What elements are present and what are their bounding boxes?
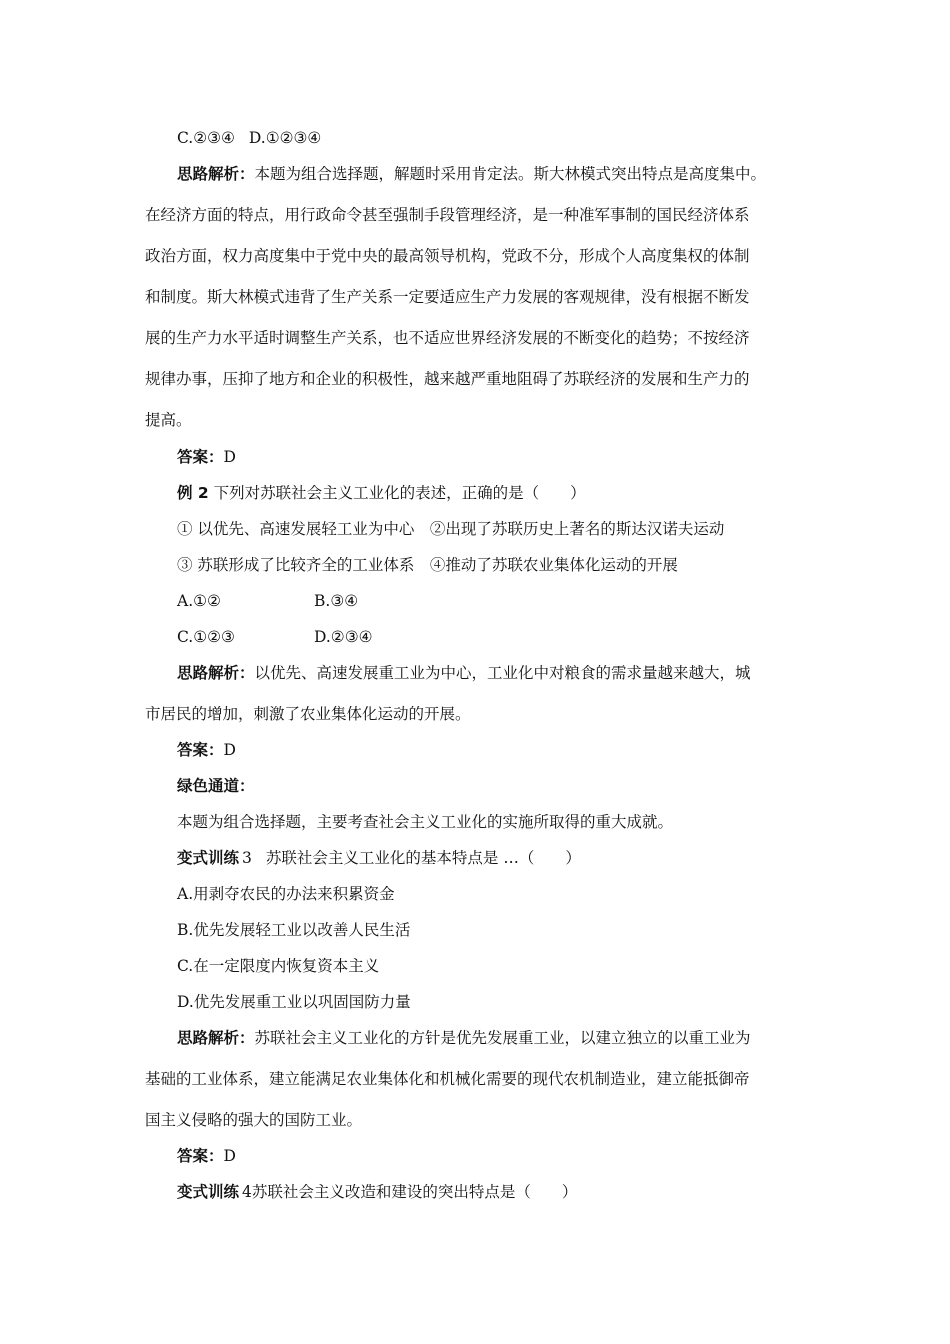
answer-label: 答案： <box>177 448 224 466</box>
green-channel-label: 绿色通道： <box>177 777 255 795</box>
example2-answer <box>177 740 236 760</box>
analysis-label: 思路解析： <box>177 1029 255 1047</box>
example1-answer <box>177 447 236 467</box>
variant-label: 变式训练 <box>177 849 240 867</box>
question-text: 下列对苏联社会主义工业化的表述，正确的是（ ） <box>208 484 586 502</box>
answer-label: 答案： <box>177 741 224 759</box>
variant3-answer <box>177 1146 236 1166</box>
analysis-text: 展的生产力水平适时调整生产关系，也不适应世界经济发展的不断变化的趋势；不按经济 <box>145 329 750 347</box>
option-a: A.①② <box>177 592 221 610</box>
analysis-text: 基础的工业体系，建立能满足农业集体化和机械化需要的现代农机制造业，建立能抵御帝 <box>145 1070 750 1088</box>
variant3-option-c: C.在一定限度内恢复资本主义 <box>177 957 380 975</box>
analysis-text: 在经济方面的特点，用行政命令甚至强制手段管理经济，是一种准军事制的国民经济体系 <box>145 206 750 224</box>
option-c: C.①②③ <box>177 628 235 646</box>
answer-label: 答案： <box>177 1147 224 1165</box>
analysis-text: 市居民的增加，刺激了农业集体化运动的开展。 <box>145 705 471 723</box>
question-text: 苏联社会主义改造和建设的突出特点是（ ） <box>251 1183 578 1201</box>
example2-options-cd <box>177 627 373 647</box>
example-label: 例 2 <box>177 484 209 502</box>
example1-analysis-line <box>177 164 766 184</box>
option-b: B.③④ <box>314 592 359 610</box>
variant-number: 3 <box>242 849 252 867</box>
variant3-analysis-line <box>177 1028 751 1048</box>
example1-options-cd <box>177 128 321 148</box>
variant3-option-a: A.用剥夺农民的办法来积累资金 <box>177 885 395 903</box>
analysis-text: 提高。 <box>145 411 192 429</box>
analysis-text: 以优先、高速发展重工业为中心，工业化中对粮食的需求量越来越大，城 <box>254 664 751 682</box>
analysis-text: 国主义侵略的强大的国防工业。 <box>145 1111 363 1129</box>
variant3-question <box>177 848 581 868</box>
green-channel-text: 本题为组合选择题，主要考查社会主义工业化的实施所取得的重大成就。 <box>177 813 674 831</box>
answer-value: D <box>223 448 236 466</box>
example2-question <box>177 483 586 503</box>
analysis-label: 思路解析： <box>177 664 255 682</box>
variant4-question <box>177 1182 577 1202</box>
analysis-text: 本题为组合选择题，解题时采用肯定法。斯大林模式突出特点是高度集中。 <box>254 165 767 183</box>
option-d: D.①②③④ <box>248 129 322 147</box>
option-c: C.②③④ <box>177 129 235 147</box>
question-text: 苏联社会主义工业化的基本特点是 …（ ） <box>265 849 581 867</box>
example2-analysis-line <box>177 663 751 683</box>
variant-label: 变式训练 <box>177 1183 240 1201</box>
analysis-text: 政治方面，权力高度集中于党中央的最高领导机构，党政不分，形成个人高度集权的体制 <box>145 247 750 265</box>
analysis-text: 规律办事，压抑了地方和企业的积极性，越来越严重地阻碍了苏联经济的发展和生产力的 <box>145 370 750 388</box>
analysis-label: 思路解析： <box>177 165 255 183</box>
option-d: D.②③④ <box>314 628 373 646</box>
answer-value: D <box>223 1147 236 1165</box>
answer-value: D <box>223 741 236 759</box>
variant3-option-d: D.优先发展重工业以巩固国防力量 <box>177 993 411 1011</box>
analysis-text: 和制度。斯大林模式违背了生产关系一定要适应生产力发展的客观规律，没有根据不断发 <box>145 288 750 306</box>
example2-items-1-2: ① 以优先、高速发展轻工业为中心 ②出现了苏联历史上著名的斯达汉诺夫运动 <box>177 520 725 538</box>
analysis-text: 苏联社会主义工业化的方针是优先发展重工业，以建立独立的以重工业为 <box>254 1029 751 1047</box>
example2-items-3-4: ③ 苏联形成了比较齐全的工业体系 ④推动了苏联农业集体化运动的开展 <box>177 556 678 574</box>
example2-options-ab <box>177 591 358 611</box>
variant3-option-b: B.优先发展轻工业以改善人民生活 <box>177 921 411 939</box>
variant-number: 4 <box>242 1183 252 1201</box>
